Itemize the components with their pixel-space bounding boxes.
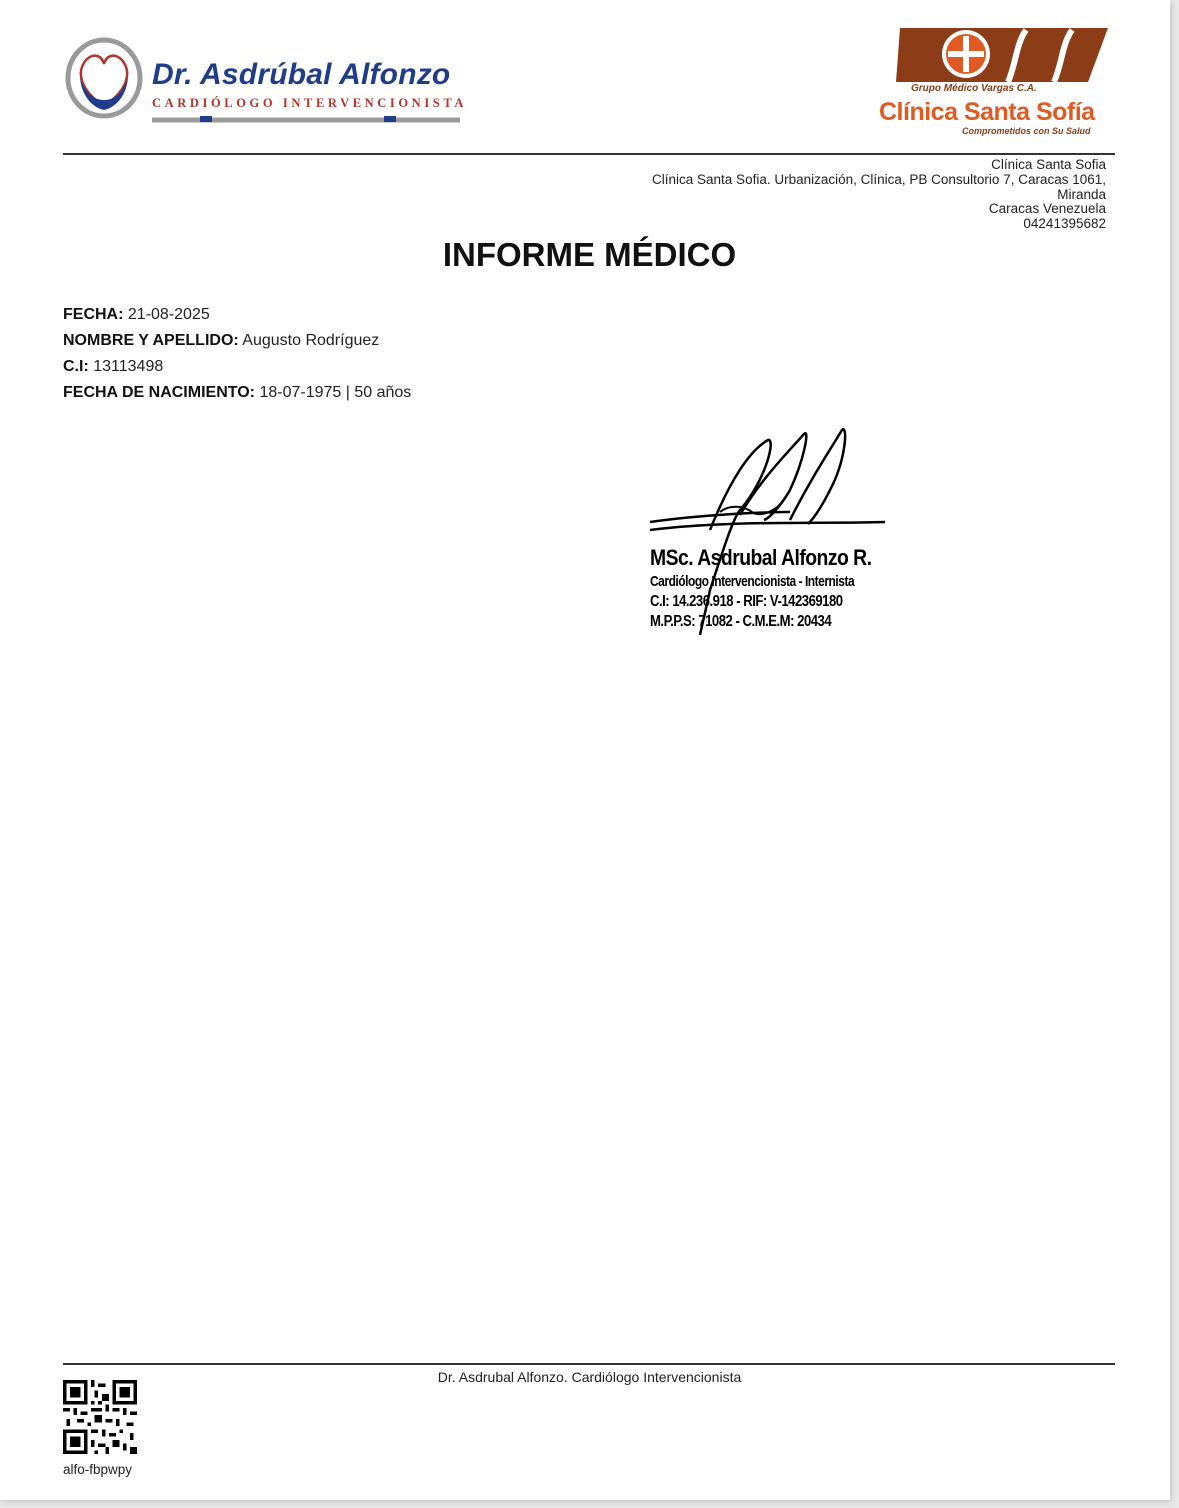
field-label: FECHA DE NACIMIENTO:: [63, 384, 255, 401]
stamp-specialty: Cardiólogo Intervencionista - Internista: [650, 573, 855, 590]
address-line: Miranda: [1057, 186, 1106, 202]
field-value: 18-07-1975 | 50 años: [259, 384, 412, 401]
address-line: Clínica Santa Sofia. Urbanización, Clínica, PB Consultorio 7, Caracas 1061,: [652, 171, 1106, 187]
clinic-logo-slogan: Comprometidos con Su Salud: [962, 126, 1091, 136]
stamp-name: MSc. Asdrubal Alfonzo R.: [650, 545, 872, 570]
address-phone: 04241395682: [1023, 216, 1106, 232]
field-nombre: [63, 328, 411, 354]
header-divider: [63, 153, 1115, 155]
field-fecha: [63, 302, 411, 328]
handwritten-signature: [640, 420, 910, 645]
document-title: INFORME MÉDICO: [442, 236, 737, 273]
stamp-id: C.I: 14.236.918 - RIF: V-142369180: [650, 593, 843, 610]
address-line: Clínica Santa Sofia: [991, 157, 1106, 172]
field-nacimiento: [63, 380, 411, 406]
field-value: Augusto Rodríguez: [242, 332, 380, 349]
qr-code-icon: [63, 1380, 137, 1454]
clinic-logo-band: [896, 28, 1108, 82]
field-value: 21-08-2025: [127, 306, 210, 323]
clinic-logo-name: Clínica Santa Sofía: [879, 98, 1095, 126]
patient-info: [63, 302, 411, 406]
stamp-registration: M.P.P.S: 71082 - C.M.E.M: 20434: [650, 613, 832, 630]
clinic-address: [546, 158, 1106, 232]
field-label: C.I:: [63, 358, 89, 375]
clinic-logo-group: Grupo Médico Vargas C.A.: [911, 83, 1037, 94]
field-label: FECHA:: [63, 306, 124, 323]
footer-text: Dr. Asdrubal Alfonzo. Cardiólogo Intervencionista: [437, 1369, 742, 1385]
field-ci: [63, 354, 411, 380]
qr-code-label: alfo-fbpwpy: [63, 1462, 133, 1477]
doctor-logo-name: Dr. Asdrúbal Alfonzo: [152, 58, 451, 91]
doctor-logo-specialty: CARDIÓLOGO INTERVENCIONISTA: [152, 96, 467, 110]
footer-divider: [63, 1363, 1115, 1365]
field-label: NOMBRE Y APELLIDO:: [63, 332, 239, 349]
address-line: Caracas Venezuela: [988, 201, 1106, 217]
field-value: 13113498: [93, 358, 164, 375]
